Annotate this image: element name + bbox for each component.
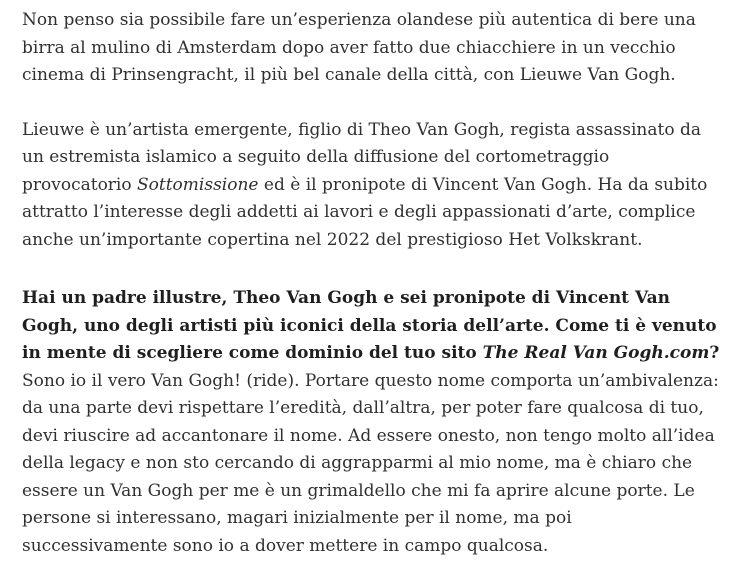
interview-answer: Sono io il vero Van Gogh! (ride). Portare questo nome comporta un’ambivalenza: da una parte devi rispettare l’eredità, dall’altra, per poter fare qualcosa di tuo, devi riuscire ad accantonare il nome. Ad essere onesto, non tengo molto all’idea della legacy e non sto cercando di aggrapparmi al mio nome, ma è chiaro che essere un Van Gogh per me è un grimaldello che mi fa aprire alcune porte. Le persone si interessano, magari inizialmente per il nome, ma poi successivamente sono io a dover mettere in campo qualcosa. [22, 370, 719, 556]
bio-text-end: ed è il pronipote di Vincent Van Gogh. Ha da subito attratto l’interesse degli addetti ai lavori e degli appassionati d’arte, complice anche un’importante copertina nel 2022 del prestigioso Het Volkskrant. [22, 174, 708, 250]
interview-question [22, 285, 720, 368]
film-title: Sottomissione [137, 174, 259, 195]
bio-paragraph [22, 117, 720, 255]
website-name: The Real Van Gogh.com [482, 343, 710, 363]
bio-text-start: Lieuwe è un’artista emergente, figlio di Theo Van Gogh, regista assassinato da un estremista islamico a seguito della diffusione del cortometraggio provocatorio [22, 119, 701, 195]
question-text-start: Hai un padre illustre, Theo Van Gogh e sei pronipote di Vincent Van Gogh, uno degli artisti più iconici della storia dell’arte. Come ti è venuto in mente di scegliere come dominio del tuo sito [22, 288, 717, 363]
question-text-end: ? [709, 343, 720, 363]
intro-paragraph: Non penso sia possibile fare un’esperienza olandese più autentica di bere una birra al mulino di Amsterdam dopo aver fatto due chiacchiere in un vecchio cinema di Prinsengracht, il più bel canale della città, con Lieuwe Van Gogh. [22, 10, 696, 85]
